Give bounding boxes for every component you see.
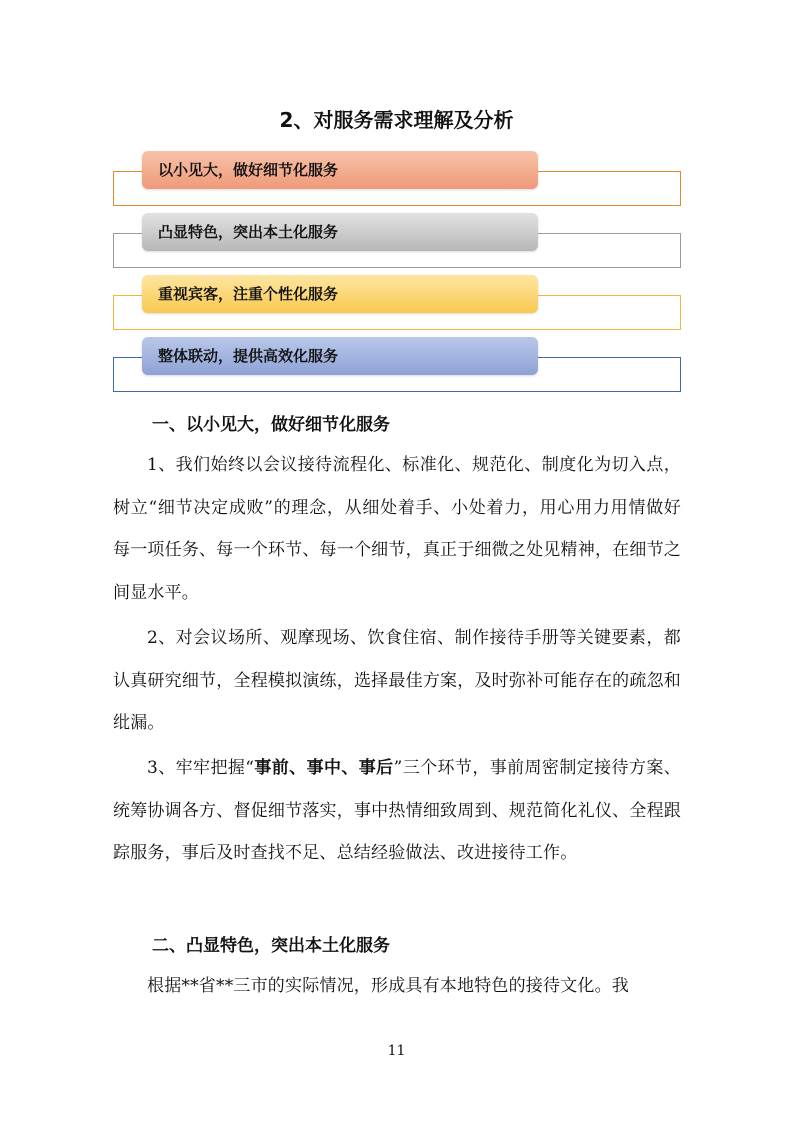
page-title: 2、对服务需求理解及分析 <box>279 108 514 132</box>
summary-tab-label: 重视宾客，注重个性化服务 <box>142 275 538 313</box>
paragraph-3-post: ”三个环节，事前周密制定接待方案、统筹协调各方、督促细节落实，事中热情细致周到、规范简化礼仪、全程跟踪服务，事后及时查找不足、总结经验做法、改进接待工作。 <box>113 758 681 863</box>
page-number: 11 <box>387 1043 406 1059</box>
summary-tab-label: 以小见大，做好细节化服务 <box>142 151 538 189</box>
paragraph-2: 2、对会议场所、观摩现场、饮食住宿、制作接待手册等关键要素，都认真研究细节，全程模拟演练，选择最佳方案，及时弥补可能存在的疏忽和纰漏。 <box>113 628 681 733</box>
section-heading-1: 一、以小见大，做好细节化服务 <box>152 415 390 435</box>
paragraph-4: 根据**省**三市的实际情况，形成具有本地特色的接待文化。我 <box>147 976 629 996</box>
summary-tab-label: 整体联动，提供高效化服务 <box>142 337 538 375</box>
summary-item-local <box>113 213 681 283</box>
summary-item-efficient <box>113 337 681 407</box>
paragraph-3-emphasis: 事前、事中、事后 <box>254 758 394 778</box>
paragraph-3 <box>113 747 681 875</box>
paragraph-1: 1、我们始终以会议接待流程化、标准化、规范化、制度化为切入点，树立“细节决定成败”的理念，从细处着手、小处着力，用心用力用情做好每一项任务、每一个环节、每一个细节，真正于细微之处见精神，在细节之间显水平。 <box>113 455 681 603</box>
summary-item-personal <box>113 275 681 345</box>
paragraph-3-pre: 3、牢牢把握“ <box>147 758 255 778</box>
section-heading-2: 二、凸显特色，突出本土化服务 <box>152 936 390 956</box>
summary-tab-label: 凸显特色，突出本土化服务 <box>142 213 538 251</box>
summary-item-detail <box>113 151 681 221</box>
